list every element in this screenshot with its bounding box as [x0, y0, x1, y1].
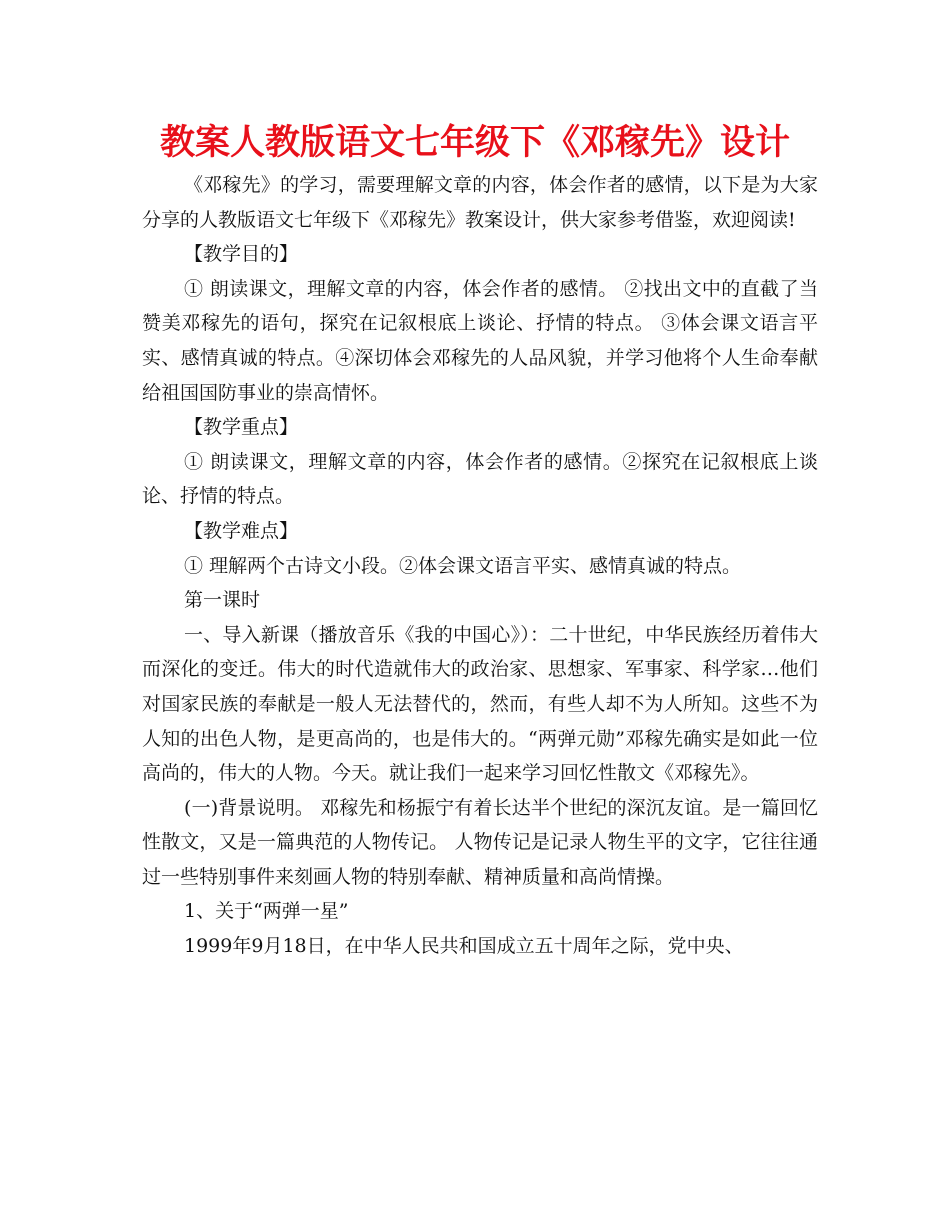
- section-heading-difficulties: 【教学难点】: [184, 519, 299, 542]
- paragraph-key-points: ① 朗读课文，理解文章的内容，体会作者的感情。②探究在记叙根底上谈论、抒情的特点。: [142, 450, 818, 508]
- paragraph-background: (一)背景说明。 邓稼先和杨振宁有着长达半个世纪的深沉友谊。是一篇回忆性散文，又是一篇典范的人物传记。 人物传记是记录人物生平的文字，它往往通过一些特别事件来刻画人物的特别奉献、精神质量和高尚情操。: [142, 796, 818, 888]
- section-heading-key-points: 【教学重点】: [184, 416, 299, 439]
- document-body: [142, 168, 818, 964]
- paragraph-objectives: ① 朗读课文，理解文章的内容，体会作者的感情。 ②找出文中的直截了当赞美邓稼先的语句，探究在记叙根底上谈论、抒情的特点。 ③体会课文语言平实、感情真诚的特点。④深切体会邓稼先的人品风貌，并学习他将个人生命奉献给祖国国防事业的崇高情怀。: [142, 277, 818, 404]
- section-heading-objectives: 【教学目的】: [184, 243, 299, 266]
- subheading-two-bombs: 1、关于“两弹一星”: [184, 900, 349, 923]
- paragraph-introduction-lesson: 一、导入新课（播放音乐《我的中国心》）：二十世纪，中华民族经历着伟大而深化的变迁。伟大的时代造就伟大的政治家、思想家、军事家、科学家…他们对国家民族的奉献是一般人无法替代的，然而，有些人却不为人所知。这些不为人知的出色人物，是更高尚的，也是伟大的。“两弹元勋”邓稼先确实是如此一位高尚的，伟大的人物。今天。就让我们一起来学习回忆性散文《邓稼先》。: [142, 623, 818, 785]
- document-title: 教案人教版语文七年级下《邓稼先》设计: [159, 123, 790, 163]
- lesson-heading: 第一课时: [184, 589, 261, 612]
- paragraph-difficulties: ① 理解两个古诗文小段。②体会课文语言平实、感情真诚的特点。: [184, 554, 742, 577]
- paragraph-1999: 1999年9月18日，在中华人民共和国成立五十周年之际，党中央、: [184, 935, 744, 958]
- paragraph-intro: 《邓稼先》的学习，需要理解文章的内容，体会作者的感情，以下是为大家分享的人教版语文七年级下《邓稼先》教案设计，供大家参考借鉴，欢迎阅读!: [142, 174, 818, 231]
